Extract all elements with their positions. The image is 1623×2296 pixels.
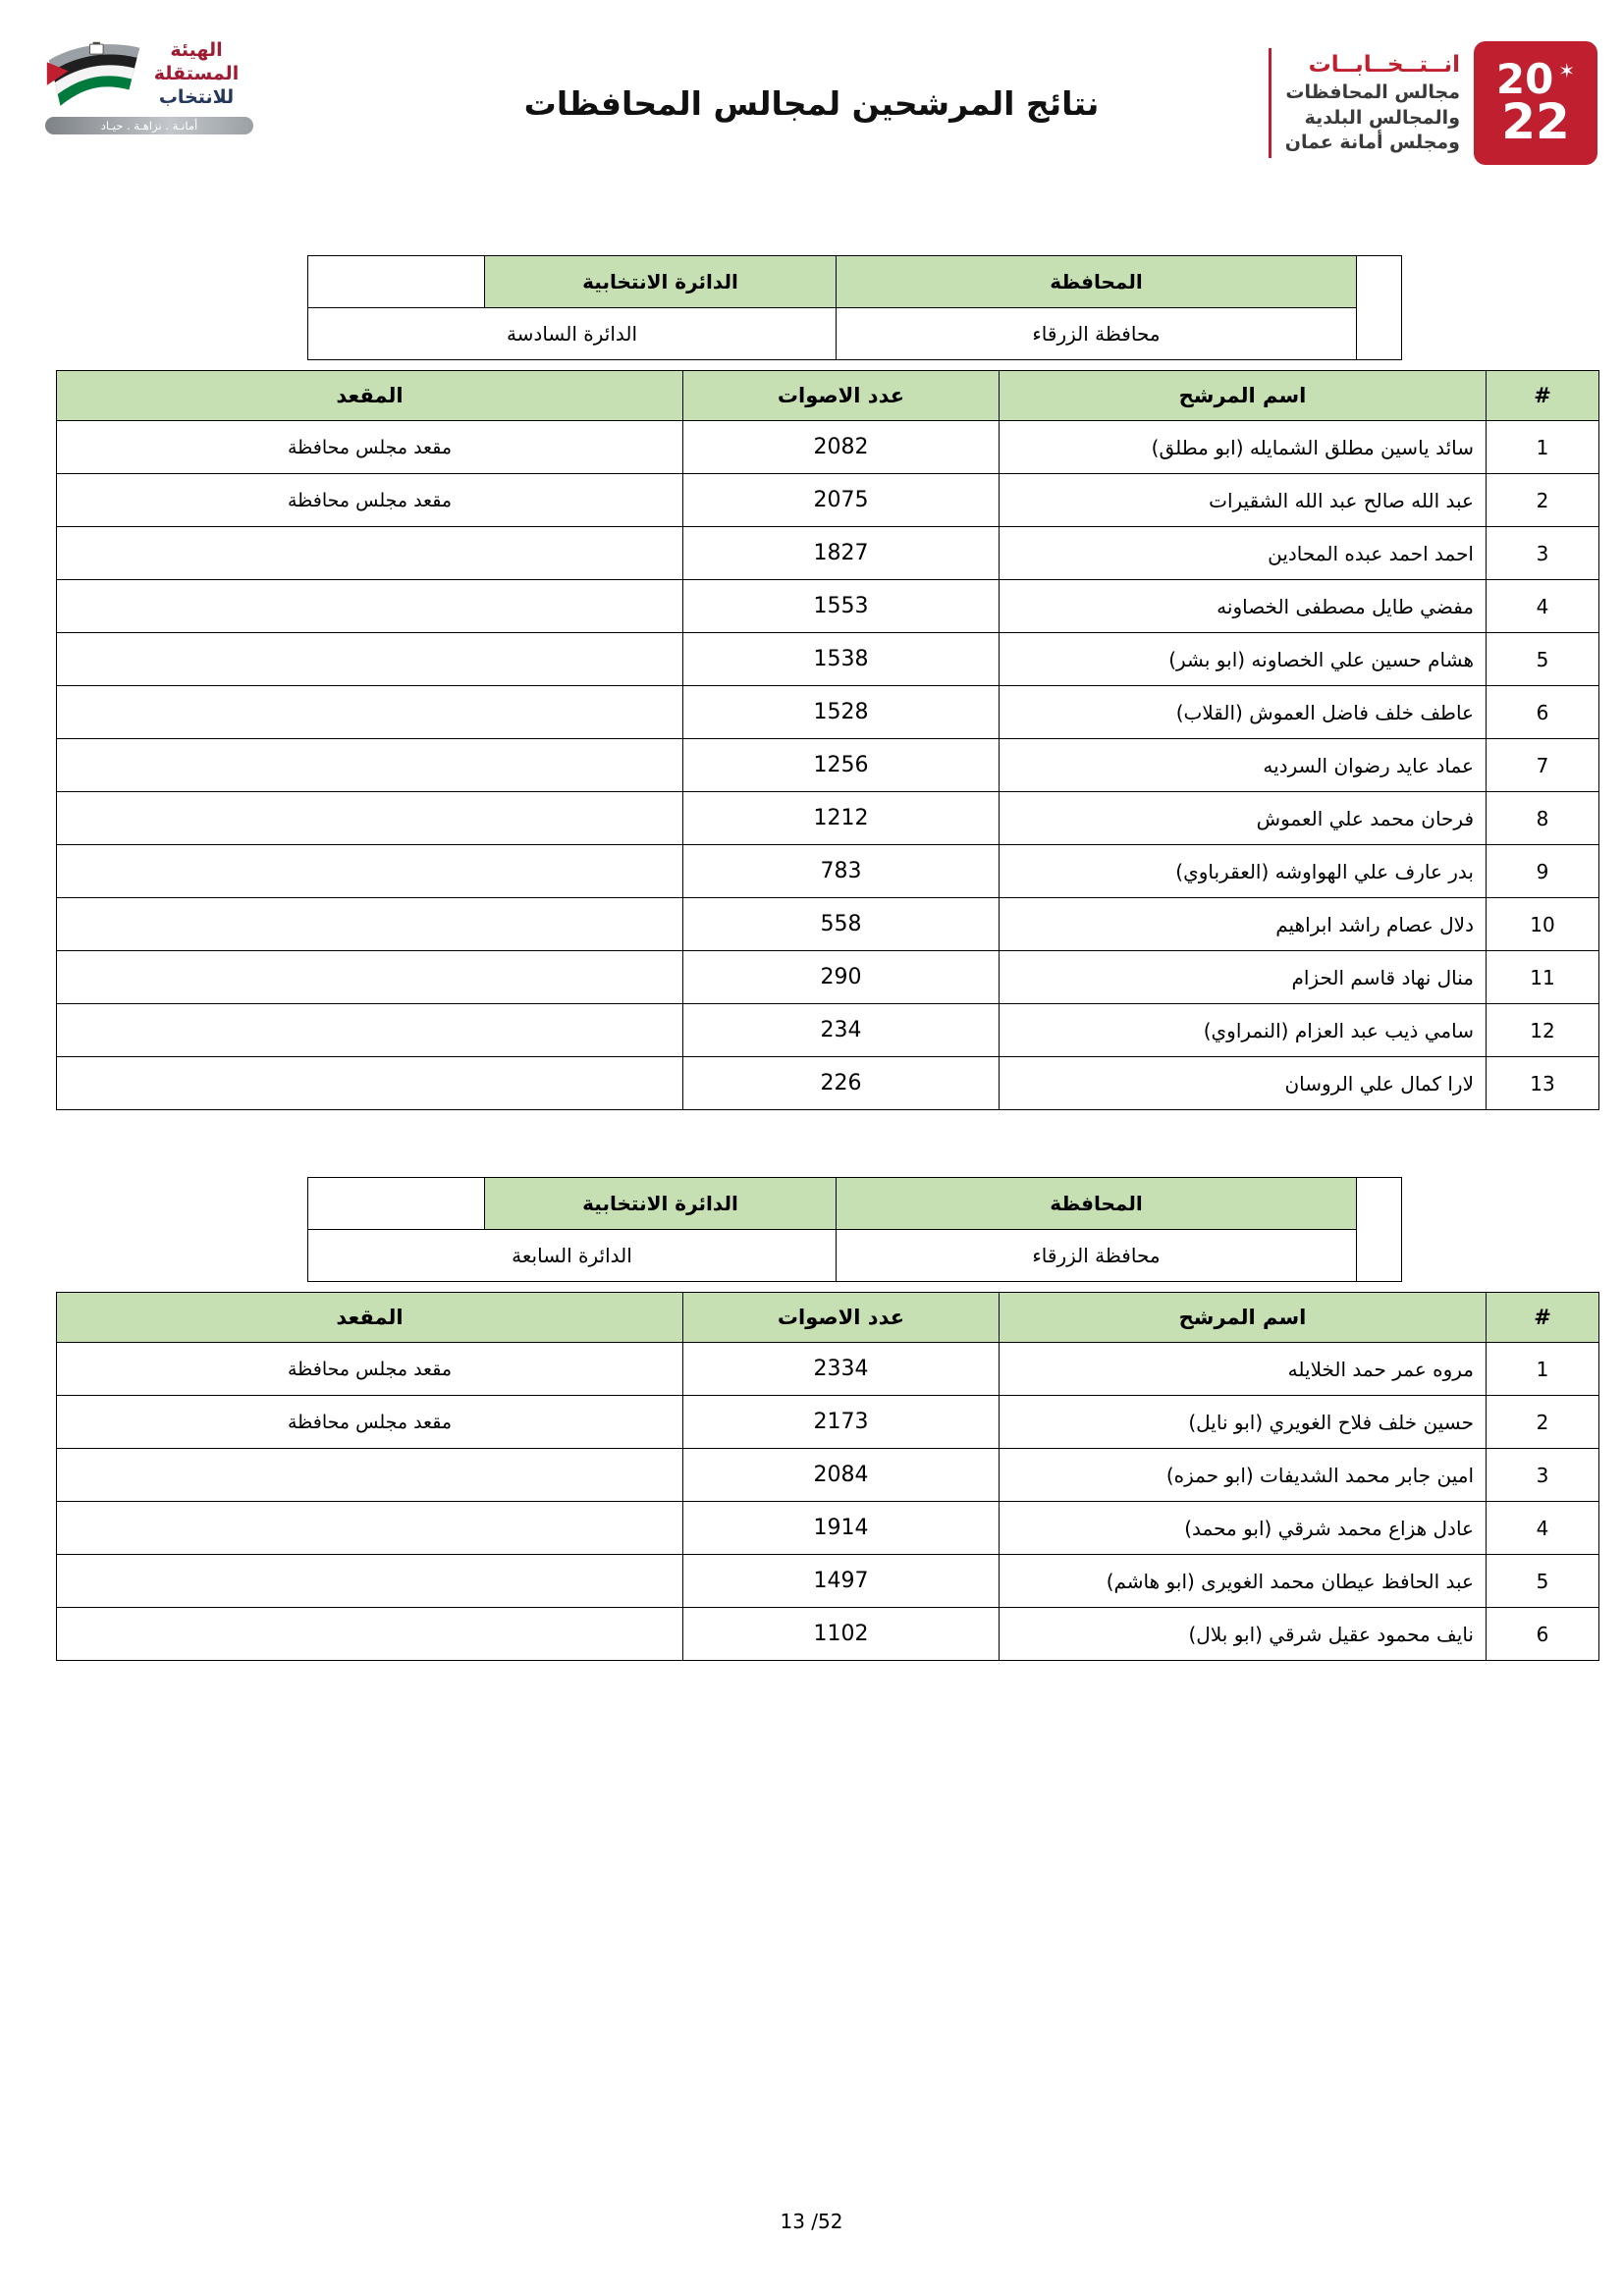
- results-header-row: [57, 371, 1599, 421]
- rank-cell: 5: [1487, 1555, 1599, 1608]
- candidate-name-cell: بدر عارف علي الهواوشه (العقرباوي): [1000, 845, 1487, 898]
- seat-cell: [57, 1057, 683, 1110]
- seat-cell: [57, 898, 683, 951]
- seat-cell: [57, 580, 683, 633]
- rank-cell: 5: [1487, 633, 1599, 686]
- candidate-name-cell: فرحان محمد علي العموش: [1000, 792, 1487, 845]
- rank-cell: 2: [1487, 474, 1599, 527]
- election-text-line2: مجالس المحافظات: [1285, 81, 1460, 104]
- red-divider-line: [1269, 48, 1271, 158]
- votes-cell: 2334: [683, 1343, 1000, 1396]
- rank-cell: 1: [1487, 421, 1599, 474]
- seat-cell: [57, 1449, 683, 1502]
- rank-cell: 7: [1487, 739, 1599, 792]
- rank-cell: 1: [1487, 1343, 1599, 1396]
- votes-cell: 1212: [683, 792, 1000, 845]
- votes-cell: 2173: [683, 1396, 1000, 1449]
- candidate-name-cell: حسين خلف فلاح الغويري (ابو نايل): [1000, 1396, 1487, 1449]
- result-row: [57, 951, 1599, 1004]
- candidate-column-header: اسم المرشح: [1000, 371, 1487, 421]
- district-value-cell: الدائرة السادسة: [308, 308, 837, 360]
- candidate-name-cell: هشام حسين علي الخصاونه (ابو بشر): [1000, 633, 1487, 686]
- result-row: [57, 421, 1599, 474]
- blank-cell: [308, 256, 485, 308]
- edge-cell: [1357, 256, 1402, 360]
- result-row: [57, 739, 1599, 792]
- votes-cell: 558: [683, 898, 1000, 951]
- district-info-header-row: [308, 256, 1402, 308]
- page-header: [0, 0, 1623, 255]
- votes-cell: 1538: [683, 633, 1000, 686]
- seat-cell: [57, 792, 683, 845]
- candidate-name-cell: عماد عايد رضوان السرديه: [1000, 739, 1487, 792]
- candidate-name-cell: عبد الله صالح عبد الله الشقيرات: [1000, 474, 1487, 527]
- candidate-name-cell: عادل هزاع محمد شرقي (ابو محمد): [1000, 1502, 1487, 1555]
- governorate-value-cell: محافظة الزرقاء: [837, 308, 1357, 360]
- page-title: نتائج المرشحين لمجالس المحافظات: [523, 84, 1100, 123]
- iec-org-name-line2: للانتخاب: [158, 85, 235, 108]
- seat-column-header: المقعد: [57, 371, 683, 421]
- district-info-table: [307, 255, 1402, 360]
- results-section-district-6: [0, 255, 1623, 1110]
- votes-column-header: عدد الاصوات: [683, 371, 1000, 421]
- seat-cell: مقعد مجلس محافظة: [57, 421, 683, 474]
- result-row: [57, 1343, 1599, 1396]
- rank-cell: 9: [1487, 845, 1599, 898]
- rank-cell: 4: [1487, 580, 1599, 633]
- votes-cell: 1102: [683, 1608, 1000, 1661]
- seat-column-header: المقعد: [57, 1293, 683, 1343]
- results-header-row: [57, 1293, 1599, 1343]
- seat-cell: [57, 1555, 683, 1608]
- governorate-header-cell: المحافظة: [837, 256, 1357, 308]
- seat-cell: [57, 1608, 683, 1661]
- election-2022-logo: [1269, 41, 1597, 165]
- rank-cell: 2: [1487, 1396, 1599, 1449]
- candidate-name-cell: مفضي طايل مصطفى الخصاونه: [1000, 580, 1487, 633]
- rank-cell: 3: [1487, 1449, 1599, 1502]
- candidate-name-cell: منال نهاد قاسم الحزام: [1000, 951, 1487, 1004]
- result-row: [57, 1396, 1599, 1449]
- seat-cell: [57, 527, 683, 580]
- result-row: [57, 686, 1599, 739]
- district-info-value-row: [308, 1230, 1402, 1282]
- page-number: 13 /52: [780, 2210, 843, 2233]
- votes-cell: 2075: [683, 474, 1000, 527]
- candidate-name-cell: سامي ذيب عبد العزام (النمراوي): [1000, 1004, 1487, 1057]
- district-info-table: [307, 1177, 1402, 1282]
- ballot-box-icon: [89, 42, 103, 54]
- district-info-header-row: [308, 1178, 1402, 1230]
- rank-column-header: #: [1487, 371, 1599, 421]
- result-row: [57, 633, 1599, 686]
- seat-cell: مقعد مجلس محافظة: [57, 1343, 683, 1396]
- results-table-district-7: [56, 1292, 1599, 1661]
- governorate-value-cell: محافظة الزرقاء: [837, 1230, 1357, 1282]
- year-2022-badge: [1474, 41, 1597, 165]
- candidate-name-cell: دلال عصام راشد ابراهيم: [1000, 898, 1487, 951]
- seat-cell: [57, 951, 683, 1004]
- result-row: [57, 792, 1599, 845]
- votes-cell: 1256: [683, 739, 1000, 792]
- district-header-cell: الدائرة الانتخابية: [485, 1178, 837, 1230]
- votes-column-header: عدد الاصوات: [683, 1293, 1000, 1343]
- year-20-text: 20: [1495, 55, 1554, 104]
- election-text-line4: ومجلس أمانة عمان: [1284, 132, 1460, 154]
- result-row: [57, 474, 1599, 527]
- rank-cell: 4: [1487, 1502, 1599, 1555]
- votes-cell: 1528: [683, 686, 1000, 739]
- result-row: [57, 580, 1599, 633]
- seat-cell: [57, 633, 683, 686]
- result-row: [57, 1449, 1599, 1502]
- district-header-cell: الدائرة الانتخابية: [485, 256, 837, 308]
- rank-cell: 10: [1487, 898, 1599, 951]
- candidate-name-cell: احمد احمد عبده المحادين: [1000, 527, 1487, 580]
- result-row: [57, 898, 1599, 951]
- results-table-district-6: [56, 370, 1599, 1110]
- rank-cell: 6: [1487, 1608, 1599, 1661]
- result-row: [57, 527, 1599, 580]
- seat-cell: [57, 1502, 683, 1555]
- rank-cell: 8: [1487, 792, 1599, 845]
- votes-cell: 1914: [683, 1502, 1000, 1555]
- election-logo-text: [1285, 50, 1460, 156]
- seat-cell: [57, 1004, 683, 1057]
- rank-cell: 3: [1487, 527, 1599, 580]
- votes-cell: 226: [683, 1057, 1000, 1110]
- rank-cell: 13: [1487, 1057, 1599, 1110]
- election-text-line3: والمجالس البلدية: [1304, 106, 1460, 129]
- result-row: [57, 1502, 1599, 1555]
- blank-cell: [308, 1178, 485, 1230]
- rank-cell: 12: [1487, 1004, 1599, 1057]
- edge-cell: [1357, 1178, 1402, 1282]
- seat-cell: [57, 686, 683, 739]
- iec-org-name-line1: الهيئة المستقلة: [153, 39, 240, 85]
- seat-cell: [57, 845, 683, 898]
- seat-cell: [57, 739, 683, 792]
- election-text-line1: انــتــخــابــات: [1308, 52, 1460, 79]
- candidate-name-cell: لارا كمال علي الروسان: [1000, 1057, 1487, 1110]
- candidate-name-cell: عبد الحافظ عيطان محمد الغويرى (ابو هاشم): [1000, 1555, 1487, 1608]
- iec-tagline: أمانـة . نزاهـة . حيـاد: [45, 117, 253, 134]
- result-row: [57, 1004, 1599, 1057]
- candidate-name-cell: سائد ياسين مطلق الشمايله (ابو مطلق): [1000, 421, 1487, 474]
- votes-cell: 2082: [683, 421, 1000, 474]
- result-row: [57, 1608, 1599, 1661]
- candidate-column-header: اسم المرشح: [1000, 1293, 1487, 1343]
- votes-cell: 234: [683, 1004, 1000, 1057]
- votes-cell: 2084: [683, 1449, 1000, 1502]
- result-row: [57, 1555, 1599, 1608]
- results-section-district-7: [0, 1177, 1623, 1661]
- candidate-name-cell: امين جابر محمد الشديفات (ابو حمزه): [1000, 1449, 1487, 1502]
- seat-cell: مقعد مجلس محافظة: [57, 1396, 683, 1449]
- rank-cell: 6: [1487, 686, 1599, 739]
- result-row: [57, 845, 1599, 898]
- votes-cell: 1827: [683, 527, 1000, 580]
- candidate-name-cell: مروه عمر حمد الخلايله: [1000, 1343, 1487, 1396]
- candidate-name-cell: عاطف خلف فاضل العموش (القلاب): [1000, 686, 1487, 739]
- governorate-header-cell: المحافظة: [837, 1178, 1357, 1230]
- votes-cell: 290: [683, 951, 1000, 1004]
- star-icon: ✶: [1558, 59, 1576, 83]
- votes-cell: 783: [683, 845, 1000, 898]
- district-info-value-row: [308, 308, 1402, 360]
- district-value-cell: الدائرة السابعة: [308, 1230, 837, 1282]
- year-22-text: 22: [1501, 93, 1570, 151]
- votes-cell: 1553: [683, 580, 1000, 633]
- seat-cell: مقعد مجلس محافظة: [57, 474, 683, 527]
- result-row: [57, 1057, 1599, 1110]
- rank-cell: 11: [1487, 951, 1599, 1004]
- rank-column-header: #: [1487, 1293, 1599, 1343]
- votes-cell: 1497: [683, 1555, 1000, 1608]
- candidate-name-cell: نايف محمود عقيل شرقي (ابو بلال): [1000, 1608, 1487, 1661]
